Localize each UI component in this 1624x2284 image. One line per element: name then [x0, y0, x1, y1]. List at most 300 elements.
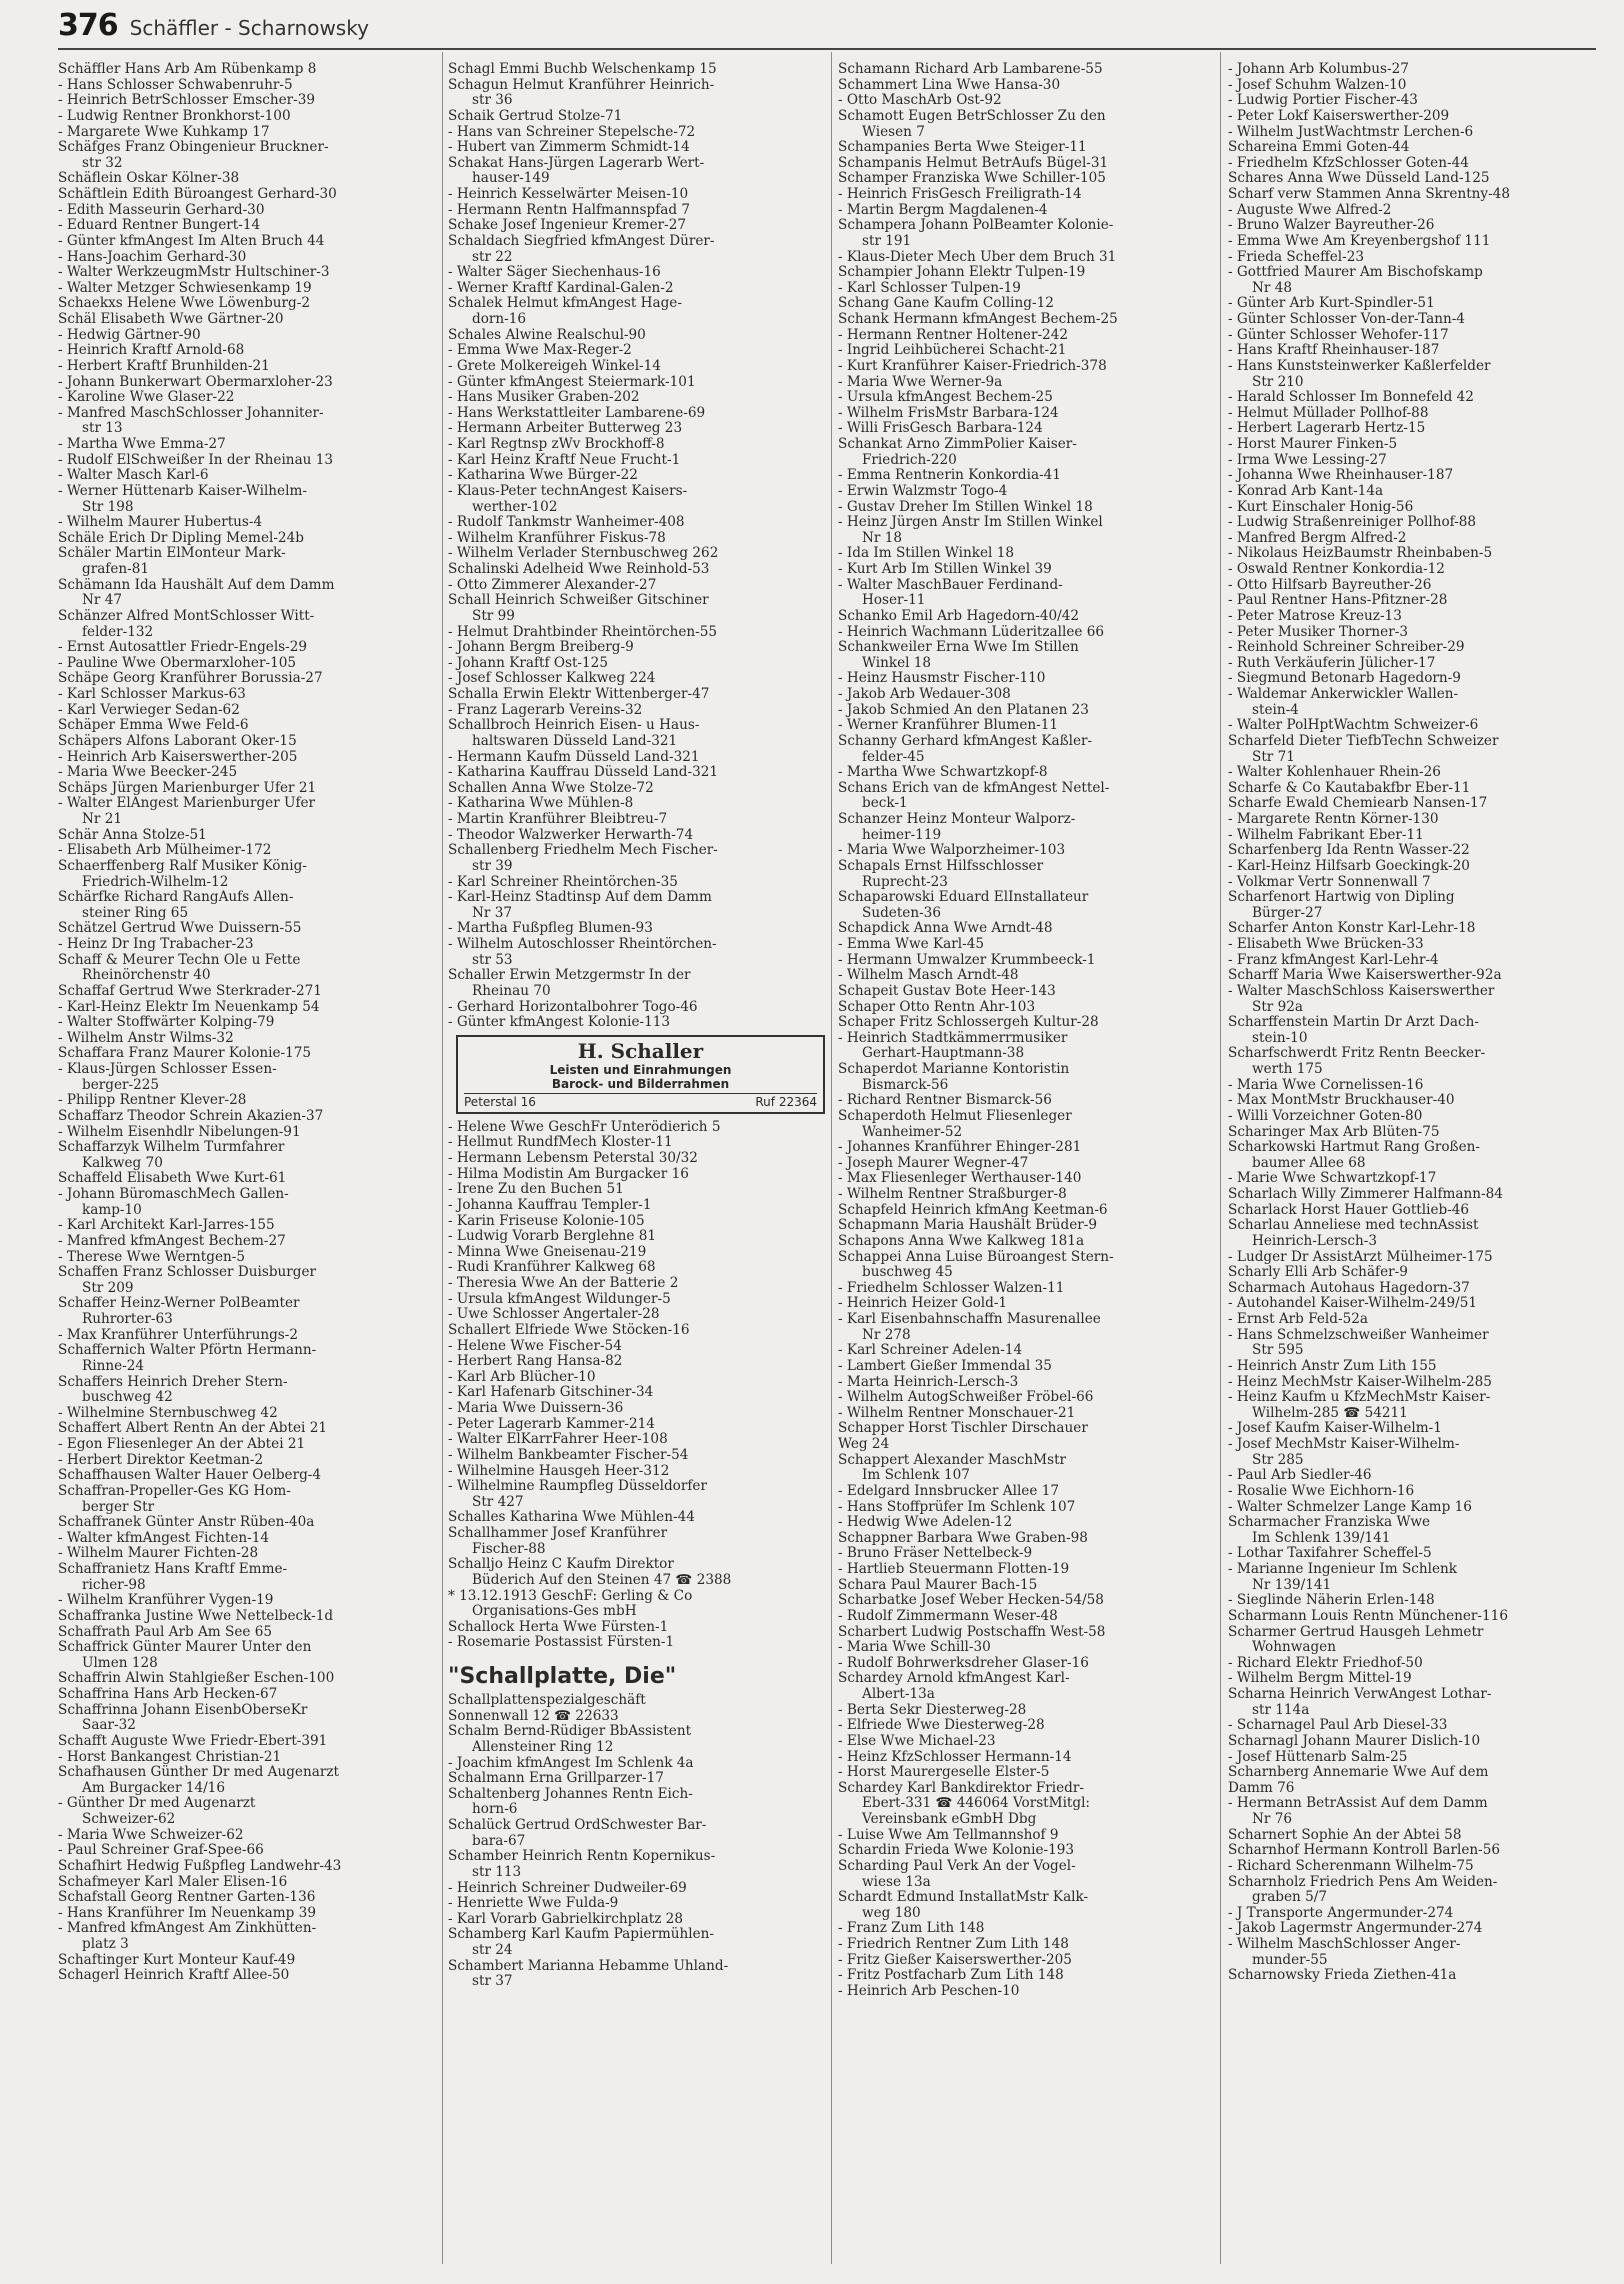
- directory-entry: - Otto Zimmerer Alexander-27: [448, 577, 657, 593]
- directory-entry: - Else Wwe Michael-23: [838, 1733, 996, 1749]
- directory-entry: Nr 21: [82, 812, 123, 827]
- directory-entry: Rinne-24: [82, 1358, 145, 1374]
- directory-entry: Schanko Emil Arb Hagedorn-40/42: [838, 608, 1080, 624]
- directory-entry: - Uwe Schlosser Angertaler-28: [448, 1307, 660, 1323]
- directory-entry: - Philipp Rentner Klever-28: [58, 1093, 247, 1109]
- directory-entry: - Josef Hüttenarb Salm-25: [1228, 1749, 1408, 1765]
- directory-entry: - Elisabeth Wwe Brücken-33: [1228, 937, 1424, 952]
- directory-entry: Schäps Jürgen Marienburger Ufer 21: [58, 780, 317, 796]
- directory-entry: - Wilhelm Kranführer Fiskus-78: [448, 530, 666, 546]
- directory-entry: - Karl Schreiner Rheintörchen-35: [448, 874, 678, 890]
- directory-entry: - Hermann Umwalzer Krummbeeck-1: [838, 952, 1096, 968]
- directory-entry: - Autohandel Kaiser-Wilhelm-249/51: [1228, 1296, 1478, 1312]
- directory-entry: Scharnagl Johann Maurer Dislich-10: [1228, 1733, 1481, 1749]
- directory-entry: - Ursula kfmAngest Bechem-25: [838, 390, 1053, 406]
- directory-entry: Nr 47: [82, 593, 123, 609]
- directory-entry: - Hans van Schreiner Stepelsche-72: [448, 124, 696, 140]
- directory-entry: - Martin Kranführer Bleibtreu-7: [448, 812, 668, 827]
- directory-entry: Bismarck-56: [862, 1077, 949, 1093]
- directory-entry: - Richard Rentner Bismarck-56: [838, 1093, 1052, 1109]
- directory-entry: - Wilhelm Autoschlosser Rheintörchen-: [448, 937, 717, 952]
- directory-entry: - Johann Bunkerwart Obermarxloher-23: [58, 374, 333, 390]
- directory-entry: - Ludwig Rentner Bronkhorst-100: [58, 108, 291, 124]
- directory-entry: munder-55: [1252, 1952, 1328, 1968]
- directory-entry: Scharding Paul Verk An der Vogel-: [838, 1858, 1076, 1874]
- directory-entry: Str 99: [472, 608, 515, 624]
- directory-entry: Schalek Helmut kfmAngest Hage-: [448, 296, 682, 312]
- directory-entry: beck-1: [862, 796, 908, 812]
- directory-entry: str 53: [472, 952, 513, 968]
- directory-entry: - Johanna Kauffrau Templer-1: [448, 1197, 652, 1213]
- directory-entry: - Wilhelm Rentner Straßburger-8: [838, 1187, 1067, 1202]
- directory-entry: - Elfriede Wwe Diesterweg-28: [838, 1718, 1045, 1734]
- directory-entry: - Sieglinde Näherin Erlen-148: [1228, 1593, 1435, 1609]
- directory-entry: Schambert Marianna Hebamme Uhland-: [448, 1958, 729, 1974]
- directory-entry: - Karoline Wwe Glaser-22: [58, 390, 235, 406]
- directory-entry: - Otto MaschArb Ost-92: [838, 93, 1002, 109]
- directory-entry: - Martin Bergm Magdalenen-4: [838, 202, 1048, 218]
- directory-entry: Scharmer Gertrud Hausgeh Lehmetr: [1228, 1624, 1484, 1640]
- directory-entry: Schalmann Erna Grillparzer-17: [448, 1771, 664, 1787]
- advert-phone: Ruf 22364: [755, 1094, 817, 1109]
- advert-name: H. Schaller: [577, 1038, 704, 1063]
- directory-entry: - Hans Schmelzschweißer Wanheimer: [1228, 1327, 1489, 1343]
- directory-entry: - Peter Matrose Kreuz-13: [1228, 608, 1402, 624]
- directory-entry: Nr 76: [1252, 1812, 1293, 1827]
- directory-entry: - Johann Arb Kolumbus-27: [1228, 62, 1409, 77]
- directory-entry: - Margarete Wwe Kuhkamp 17: [58, 124, 270, 140]
- directory-entry: Schaffrin Alwin Stahlgießer Eschen-100: [58, 1671, 335, 1687]
- directory-entry: Scharlau Anneliese med technAssist: [1228, 1218, 1479, 1234]
- directory-entry: Saar-32: [82, 1718, 136, 1734]
- directory-entry: haltswaren Düsseld Land-321: [472, 733, 678, 749]
- directory-entry: Str 92a: [1252, 999, 1303, 1015]
- directory-entry: Schäler Martin ElMonteur Mark-: [58, 546, 286, 562]
- directory-entry: Schampier Johann Elektr Tulpen-19: [838, 265, 1086, 281]
- directory-entry: - Jakob Lagermstr Angermunder-274: [1228, 1921, 1483, 1937]
- directory-entry: - Manfred kfmAngest Am Zinkhütten-: [58, 1921, 317, 1937]
- directory-entry: buschweg 42: [82, 1390, 173, 1406]
- directory-entry: - Hubert van Zimmerm Schmidt-14: [448, 140, 690, 156]
- directory-entry: Schaltenberg Johannes Rentn Eich-: [448, 1786, 693, 1802]
- directory-entry: - Kurt Einschaler Honig-56: [1228, 499, 1414, 515]
- directory-entry: - Hermann Kaufm Düsseld Land-321: [448, 749, 700, 765]
- directory-entry: Str 427: [472, 1494, 524, 1510]
- directory-entry: Im Schlenk 139/141: [1252, 1530, 1391, 1546]
- directory-entry: - Rosemarie Postassist Fürsten-1: [448, 1635, 675, 1651]
- directory-entry: - Johann BüromaschMech Gallen-: [58, 1187, 289, 1202]
- directory-entry: Schaffen Franz Schlosser Duisburger: [58, 1265, 317, 1281]
- directory-entry: Büderich Auf den Steinen 47 ☎ 2388: [472, 1572, 732, 1588]
- directory-entry: richer-98: [82, 1577, 146, 1593]
- directory-entry: - Karl Regtnsp zWv Brockhoff-8: [448, 437, 665, 452]
- directory-entry: - Wilhelmine Hausgeh Heer-312: [448, 1463, 670, 1479]
- directory-entry: Schäper Emma Wwe Feld-6: [58, 718, 249, 734]
- directory-entry: Schank Hermann kfmAngest Bechem-25: [838, 312, 1118, 327]
- directory-entry: - Siegmund Betonarb Hagedorn-9: [1228, 671, 1461, 687]
- directory-entry: Rheinau 70: [472, 983, 551, 999]
- directory-entry: - Ida Im Stillen Winkel 18: [838, 546, 1015, 562]
- directory-entry: Nr 278: [862, 1327, 911, 1343]
- directory-entry: - Lambert Gießer Immendal 35: [838, 1358, 1052, 1374]
- directory-entry: - Friedhelm Schlosser Walzen-11: [838, 1280, 1065, 1296]
- directory-entry: - Wilhelmine Raumpfleg Düsseldorfer: [448, 1479, 707, 1495]
- directory-entry: Schaldach Siegfried kfmAngest Dürer-: [448, 233, 715, 249]
- directory-entry: Schaffert Albert Rentn An der Abtei 21: [58, 1421, 327, 1437]
- directory-entry: Schaffarz Theodor Schrein Akazien-37: [58, 1108, 324, 1124]
- directory-entry: Schake Josef Ingenieur Kremer-27: [448, 218, 687, 234]
- directory-entry: Schaffeld Elisabeth Wwe Kurt-61: [58, 1171, 287, 1187]
- directory-entry: - Berta Sekr Diesterweg-28: [838, 1702, 1027, 1718]
- directory-entry: str 39: [472, 858, 513, 874]
- directory-entry: Schafft Auguste Wwe Friedr-Ebert-391: [58, 1733, 328, 1749]
- directory-entry: - Horst Maurergeselle Elster-5: [838, 1765, 1050, 1781]
- directory-entry: - Margarete Rentn Körner-130: [1228, 812, 1439, 827]
- directory-entry: - Peter Lokf Kaiserswerther-209: [1228, 108, 1450, 124]
- directory-entry: Schaffrinna Johann EisenbOberseKr: [58, 1702, 308, 1718]
- directory-entry: Schallenberg Friedhelm Mech Fischer-: [448, 843, 718, 859]
- directory-entry: - Max Kranführer Unterführungs-2: [58, 1327, 299, 1343]
- directory-entry: - Werner Kranführer Blumen-11: [838, 718, 1059, 734]
- directory-entry: - Heinrich Stadtkämmerrmusiker: [838, 1030, 1068, 1046]
- directory-entry: - Wilhelm Bergm Mittel-19: [1228, 1671, 1412, 1687]
- directory-entry: - Friedrich Rentner Zum Lith 148: [838, 1937, 1069, 1952]
- directory-entry: - Heinrich Schreiner Dudweiler-69: [448, 1880, 687, 1896]
- directory-entry: berger Str: [82, 1499, 155, 1515]
- running-head: Schäffler - Scharnowsky: [129, 16, 369, 40]
- directory-entry: Scharfer Anton Konstr Karl-Lehr-18: [1228, 921, 1476, 937]
- directory-entry: Schäle Erich Dr Dipling Memel-24b: [58, 530, 304, 546]
- directory-entry: str 113: [472, 1864, 522, 1880]
- directory-entry: - Hans Stoffprüfer Im Schlenk 107: [838, 1499, 1076, 1515]
- directory-entry: Schapmann Maria Haushält Brüder-9: [838, 1218, 1098, 1234]
- directory-entry: - Kurt Arb Im Stillen Winkel 39: [838, 562, 1052, 577]
- directory-entry: Schapfeld Heinrich kfmAng Keetman-6: [838, 1202, 1108, 1218]
- directory-entry: - Ursula kfmAngest Wildunger-5: [448, 1291, 671, 1307]
- directory-entry: Vereinsbank eGmbH Dbg: [862, 1812, 1037, 1827]
- directory-entry: - Günter Schlosser Von-der-Tann-4: [1228, 312, 1465, 327]
- directory-entry: Scharinger Max Arb Blüten-75: [1228, 1124, 1440, 1140]
- directory-entry: - Heinrich Arb Peschen-10: [838, 1983, 1020, 1999]
- directory-entry: - Ludwig Straßenreiniger Pollhof-88: [1228, 515, 1477, 531]
- directory-entry: - Karl-Heinz Elektr Im Neuenkamp 54: [58, 999, 320, 1015]
- directory-entry: Schappner Barbara Wwe Graben-98: [838, 1530, 1088, 1546]
- directory-entry: Schaffernich Walter Pförtn Hermann-: [58, 1343, 317, 1359]
- directory-entry: Schankat Arno ZimmPolier Kaiser-: [838, 437, 1077, 452]
- directory-entry: - Helene Wwe GeschFr Unterödierich 5: [448, 1119, 721, 1135]
- directory-entry: - Fritz Postfacharb Zum Lith 148: [838, 1968, 1064, 1984]
- page-number: 376: [58, 8, 118, 43]
- directory-column-4: [1228, 62, 1598, 1984]
- directory-entry: - Helmut Drahtbinder Rheintörchen-55: [448, 624, 718, 640]
- directory-entry: hauser-149: [472, 171, 550, 187]
- directory-entry: - Wilhelm Anstr Wilms-32: [58, 1030, 234, 1046]
- directory-entry: Schämann Ida Haushält Auf dem Damm: [58, 577, 335, 593]
- directory-entry: - Walter ElAngest Marienburger Ufer: [58, 796, 316, 812]
- directory-entry: Schaller Erwin Metzgermstr In der: [448, 968, 691, 984]
- directory-entry: * 13.12.1913 GeschF: Gerling & Co: [448, 1588, 693, 1604]
- directory-entry: - Manfred kfmAngest Bechem-27: [58, 1233, 286, 1249]
- directory-entry: Schäl Elisabeth Wwe Gärtner-20: [58, 312, 284, 327]
- directory-entry: dorn-16: [472, 312, 527, 327]
- directory-entry: Schanny Gerhard kfmAngest Kaßler-: [838, 733, 1093, 749]
- directory-entry: Scharffenstein Martin Dr Arzt Dach-: [1228, 1015, 1479, 1031]
- directory-entry: Schans Erich van de kfmAngest Nettel-: [838, 780, 1110, 796]
- directory-entry: - Karl Schreiner Adelen-14: [838, 1343, 1023, 1359]
- directory-entry: Schaffrick Günter Maurer Unter den: [58, 1640, 312, 1656]
- directory-entry: Schamann Richard Arb Lambarene-55: [838, 62, 1103, 77]
- directory-entry: - Karl-Heinz Stadtinsp Auf dem Damm: [448, 890, 712, 906]
- directory-entry: - Luise Wwe Am Tellmannshof 9: [838, 1827, 1059, 1843]
- directory-entry: - Wilhelm Maurer Hubertus-4: [58, 515, 263, 531]
- directory-entry: - Günter kfmAngest Im Alten Bruch 44: [58, 233, 325, 249]
- directory-entry: Schallplattenspezialgeschäft: [448, 1693, 646, 1708]
- advert-schaller: [456, 1035, 825, 1114]
- directory-entry: - Reinhold Schreiner Schreiber-29: [1228, 640, 1465, 656]
- directory-entry: - Maria Wwe Cornelissen-16: [1228, 1077, 1424, 1093]
- directory-entry: - Wilhelm Maurer Fichten-28: [58, 1546, 259, 1562]
- directory-entry: Am Burgacker 14/16: [82, 1780, 225, 1796]
- directory-entry: - Walter MaschBauer Ferdinand-: [838, 577, 1063, 593]
- directory-entry: - Hermann Lebensm Peterstal 30/32: [448, 1151, 698, 1166]
- directory-entry: - Helmut Müllader Pollhof-88: [1228, 405, 1429, 421]
- directory-entry: - Eduard Rentner Bungert-14: [58, 218, 261, 234]
- directory-entry: - Hermann Arbeiter Butterweg 23: [448, 421, 683, 437]
- directory-entry: - Irma Wwe Lessing-27: [1228, 452, 1387, 468]
- directory-entry: Schäpers Alfons Laborant Oker-15: [58, 733, 297, 749]
- directory-entry: felder-132: [82, 624, 154, 640]
- directory-entry: Scharbatke Josef Weber Hecken-54/58: [838, 1593, 1104, 1609]
- directory-entry: - Heinrich Anstr Zum Lith 155: [1228, 1358, 1437, 1374]
- directory-entry: Winkel 18: [862, 655, 932, 671]
- directory-entry: Str 595: [1252, 1343, 1304, 1359]
- directory-entry: - Horst Bankangest Christian-21: [58, 1749, 282, 1765]
- directory-entry: - Wilhelm JustWachtmstr Lerchen-6: [1228, 124, 1474, 140]
- directory-entry: Schalljo Heinz C Kaufm Direktor: [448, 1557, 674, 1573]
- directory-entry: - Heinz KfzSchlosser Hermann-14: [838, 1749, 1072, 1765]
- directory-entry: Scharlach Willy Zimmerer Halfmann-84: [1228, 1187, 1503, 1202]
- directory-entry: - Manfred Bergm Alfred-2: [1228, 530, 1407, 546]
- directory-entry: - Marianne Ingenieur Im Schlenk: [1228, 1562, 1458, 1577]
- directory-column-1: [58, 62, 443, 1984]
- directory-entry: Schäfges Franz Obingenieur Bruckner-: [58, 140, 329, 156]
- directory-entry: - Max Fliesenleger Werthauser-140: [838, 1171, 1082, 1187]
- directory-entry: - Theodor Walzwerker Herwarth-74: [448, 827, 694, 843]
- directory-entry: Scharnholz Friedrich Pens Am Weiden-: [1228, 1874, 1498, 1890]
- directory-entry: Schweizer-62: [82, 1812, 176, 1827]
- directory-entry: Schaffhausen Walter Hauer Oelberg-4: [58, 1468, 322, 1484]
- directory-entry: - Helene Wwe Fischer-54: [448, 1338, 622, 1354]
- directory-entry: - Klaus-Peter technAngest Kaisers-: [448, 483, 688, 499]
- directory-entry: - Herbert Kraftf Brunhilden-21: [58, 358, 270, 374]
- directory-entry: Schalück Gertrud OrdSchwester Bar-: [448, 1818, 707, 1833]
- directory-entry: - Emma Rentnerin Konkordia-41: [838, 468, 1061, 484]
- directory-entry: - Friedhelm KfzSchlosser Goten-44: [1228, 155, 1469, 171]
- directory-entry: - Willi Vorzeichner Goten-80: [1228, 1108, 1423, 1124]
- directory-entry: Schafhirt Hedwig Fußpfleg Landwehr-43: [58, 1858, 342, 1874]
- directory-entry: - Heinrich Kesselwärter Meisen-10: [448, 187, 689, 202]
- directory-entry: - Wilhelm Bankbeamter Fischer-54: [448, 1447, 689, 1463]
- directory-entry: Schall Heinrich Schweißer Gitschiner: [448, 593, 709, 609]
- directory-entry: Bürger-27: [1252, 905, 1323, 921]
- directory-entry: - Manfred MaschSchlosser Johanniter-: [58, 405, 324, 421]
- directory-entry: - Lothar Taxifahrer Scheffel-5: [1228, 1546, 1432, 1562]
- directory-entry: - Heinrich FrisGesch Freiligrath-14: [838, 187, 1082, 202]
- directory-entry: Schammert Lina Wwe Hansa-30: [838, 77, 1061, 93]
- directory-entry: Sudeten-36: [862, 905, 941, 921]
- directory-entry: - Volkmar Vertr Sonnenwall 7: [1228, 874, 1431, 890]
- directory-entry: - Günther Dr med Augenarzt: [58, 1796, 256, 1812]
- directory-entry: - Rudolf ElSchweißer In der Rheinau 13: [58, 452, 334, 468]
- directory-entry: berger-225: [82, 1077, 160, 1093]
- directory-entry: Weg 24: [838, 1437, 890, 1452]
- directory-entry: kamp-10: [82, 1202, 142, 1218]
- directory-entry: Schaffaf Gertrud Wwe Sterkrader-271: [58, 983, 322, 999]
- directory-entry: - Wilhelm Eisenhdlr Nibelungen-91: [58, 1124, 301, 1140]
- directory-entry: - Willi FrisGesch Barbara-124: [838, 421, 1043, 437]
- directory-entry: Str 285: [1252, 1452, 1304, 1468]
- directory-entry: Schaftinger Kurt Monteur Kauf-49: [58, 1952, 296, 1968]
- directory-entry: - Walter MaschSchloss Kaiserswerther: [1228, 983, 1495, 999]
- directory-entry: - Heinz MechMstr Kaiser-Wilhelm-285: [1228, 1374, 1492, 1390]
- directory-entry: Scharbert Ludwig Postschaffn West-58: [838, 1624, 1106, 1640]
- directory-entry: - Wilhelm Verlader Sternbuschweg 262: [448, 546, 719, 562]
- directory-entry: Schamber Heinrich Rentn Kopernikus-: [448, 1849, 716, 1865]
- directory-entry: Schareina Emmi Goten-44: [1228, 140, 1410, 156]
- directory-entry: str 32: [82, 155, 123, 171]
- directory-entry: - Martha Wwe Schwartzkopf-8: [838, 765, 1048, 781]
- directory-entry: - Wilhelm AutogSchweißer Fröbel-66: [838, 1390, 1094, 1406]
- directory-entry: Scharfenort Hartwig von Dipling: [1228, 890, 1455, 906]
- directory-entry: - Karl Verwieger Sedan-62: [58, 702, 240, 718]
- directory-entry: - Jakob Arb Wedauer-308: [838, 687, 1011, 702]
- directory-entry: str 13: [82, 421, 123, 437]
- directory-entry: Hoser-11: [862, 593, 926, 609]
- directory-entry: Nr 48: [1252, 280, 1293, 296]
- directory-entry: - Günter Schlosser Wehofer-117: [1228, 327, 1449, 343]
- directory-entry: - Karl Eisenbahnschaffn Masurenallee: [838, 1312, 1101, 1327]
- directory-entry: Schaffarzyk Wilhelm Turmfahrer: [58, 1140, 285, 1156]
- directory-entry: - Fritz Gießer Kaiserswerther-205: [838, 1952, 1072, 1968]
- directory-entry: - Paul Rentner Hans-Pfitzner-28: [1228, 593, 1448, 609]
- directory-entry: Schapals Ernst Hilfsschlosser: [838, 858, 1044, 874]
- directory-entry: - Karl Heinz Kraftf Neue Frucht-1: [448, 452, 681, 468]
- directory-entry: Schampanies Berta Wwe Steiger-11: [838, 140, 1087, 156]
- directory-entry: - Walter Kohlenhauer Rhein-26: [1228, 765, 1441, 781]
- directory-entry: - Martha Wwe Emma-27: [58, 437, 226, 452]
- directory-entry: platz 3: [82, 1937, 129, 1952]
- directory-entry: - Johannes Kranführer Ehinger-281: [838, 1140, 1082, 1156]
- directory-entry: Scharnert Sophie An der Abtei 58: [1228, 1827, 1462, 1843]
- directory-entry: Heinrich-Lersch-3: [1252, 1233, 1377, 1249]
- directory-entry: - Walter Metzger Schwiesenkamp 19: [58, 280, 312, 296]
- directory-entry: Schaffrina Hans Arb Hecken-67: [58, 1687, 278, 1702]
- directory-entry: - Maria Wwe Schill-30: [838, 1640, 991, 1656]
- directory-entry: werther-102: [472, 499, 558, 515]
- directory-entry: Schaper Otto Rentn Ahr-103: [838, 999, 1036, 1015]
- directory-entry: Scharf verw Stammen Anna Skrentny-48: [1228, 187, 1510, 202]
- directory-entry: Ruhrorter-63: [82, 1312, 173, 1327]
- directory-entry: - Franz kfmAngest Karl-Lehr-4: [1228, 952, 1439, 968]
- directory-entry: - Karl Schlosser Markus-63: [58, 687, 246, 702]
- directory-entry: Scharfenberg Ida Rentn Wasser-22: [1228, 843, 1470, 859]
- directory-entry: Organisations-Ges mbH: [472, 1604, 637, 1620]
- directory-entry: Schätzel Gertrud Wwe Duissern-55: [58, 921, 302, 937]
- directory-entry: Schallert Elfriede Wwe Stöcken-16: [448, 1322, 690, 1338]
- directory-entry: str 36: [472, 93, 513, 109]
- directory-entry: - Johann Kraftf Ost-125: [448, 655, 608, 671]
- directory-entry: - Hermann Rentn Halfmannspfad 7: [448, 202, 691, 218]
- directory-entry: grafen-81: [82, 562, 150, 577]
- directory-entry: - Günter kfmAngest Steiermark-101: [448, 374, 696, 390]
- directory-entry: Scharkowski Hartmut Rang Großen-: [1228, 1140, 1481, 1156]
- directory-entry: - Karin Friseuse Kolonie-105: [448, 1213, 645, 1229]
- directory-entry: Schaffrath Paul Arb Am See 65: [58, 1624, 273, 1640]
- directory-entry: Schang Gane Kaufm Colling-12: [838, 296, 1054, 312]
- directory-entry: Scharnowsky Frieda Ziethen-41a: [1228, 1968, 1457, 1984]
- directory-entry: Str 209: [82, 1280, 134, 1296]
- directory-entry: - Maria Wwe Walporzheimer-103: [838, 843, 1066, 859]
- directory-entry: - Maria Wwe Werner-9a: [838, 374, 1003, 390]
- directory-entry: - Hermann Rentner Holtener-242: [838, 327, 1068, 343]
- directory-entry: Wiesen 7: [862, 124, 925, 140]
- directory-entry: buschweg 45: [862, 1265, 953, 1281]
- directory-entry: Schampanis Helmut BetrAufs Bügel-31: [838, 155, 1109, 171]
- directory-entry: - Josef Schuhm Walzen-10: [1228, 77, 1407, 93]
- directory-entry: - Herbert Rang Hansa-82: [448, 1354, 623, 1370]
- directory-entry: Schales Alwine Realschul-90: [448, 327, 646, 343]
- directory-entry: - Hans Schlosser Schwabenruhr-5: [58, 77, 293, 93]
- directory-entry: Ebert-331 ☎ 446064 VorstMitgl:: [862, 1796, 1091, 1812]
- directory-entry: Schardey Karl Bankdirektor Friedr-: [838, 1780, 1084, 1796]
- directory-entry: Schanzer Heinz Monteur Walporz-: [838, 812, 1076, 827]
- directory-entry: - Rudolf Zimmermann Weser-48: [838, 1608, 1058, 1624]
- directory-entry: - Klaus-Jürgen Schlosser Essen-: [58, 1062, 277, 1077]
- directory-entry: Schaffer Heinz-Werner PolBeamter: [58, 1296, 300, 1312]
- directory-entry: - Werner Kraftf Kardinal-Galen-2: [448, 280, 674, 296]
- directory-column-2: [448, 62, 833, 1990]
- directory-entry: - Hans-Joachim Gerhard-30: [58, 249, 247, 265]
- advert-line-1: Leisten und Einrahmungen: [549, 1062, 732, 1077]
- entries-bottom: [448, 1693, 833, 1990]
- directory-entry: Schamper Franziska Wwe Schiller-105: [838, 171, 1106, 187]
- directory-entry: Schagun Helmut Kranführer Heinrich-: [448, 77, 715, 93]
- directory-entry: Schardey Arnold kfmAngest Karl-: [838, 1671, 1070, 1687]
- directory-entry: - Heinz Jürgen Anstr Im Stillen Winkel: [838, 515, 1103, 531]
- directory-entry: Schallock Herta Wwe Fürsten-1: [448, 1619, 669, 1635]
- directory-entry: - Gerhard Horizontalbohrer Togo-46: [448, 999, 698, 1015]
- directory-entry: - Hilma Modistin Am Burgacker 16: [448, 1166, 689, 1182]
- directory-entry: - J Transporte Angermunder-274: [1228, 1905, 1454, 1921]
- directory-entry: - Hedwig Wwe Adelen-12: [838, 1515, 1013, 1531]
- directory-entry: Str 210: [1252, 374, 1304, 390]
- directory-entry: - Scharnagel Paul Arb Diesel-33: [1228, 1718, 1448, 1734]
- directory-entry: - Peter Musiker Thorner-3: [1228, 624, 1408, 640]
- directory-entry: - Therese Wwe Werntgen-5: [58, 1249, 246, 1265]
- directory-entry: Schagerl Heinrich Kraftf Allee-50: [58, 1968, 290, 1984]
- directory-entry: - Walter Masch Karl-6: [58, 468, 209, 484]
- directory-entry: - Karl Arb Blücher-10: [448, 1369, 596, 1385]
- directory-entry: - Oswald Rentner Konkordia-12: [1228, 562, 1445, 577]
- directory-entry: - Waldemar Ankerwickler Wallen-: [1228, 687, 1459, 702]
- directory-entry: graben 5/7: [1252, 1890, 1328, 1906]
- directory-entry: str 191: [862, 233, 912, 249]
- directory-entry: - Frieda Scheffel-23: [1228, 249, 1365, 265]
- directory-entry: Schaperdoth Helmut Fliesenleger: [838, 1108, 1072, 1124]
- directory-entry: Scharfe & Co Kautabakfbr Eber-11: [1228, 780, 1471, 796]
- directory-entry: Schampera Johann PolBeamter Kolonie-: [838, 218, 1114, 234]
- directory-entry: - Edith Masseurin Gerhard-30: [58, 202, 265, 218]
